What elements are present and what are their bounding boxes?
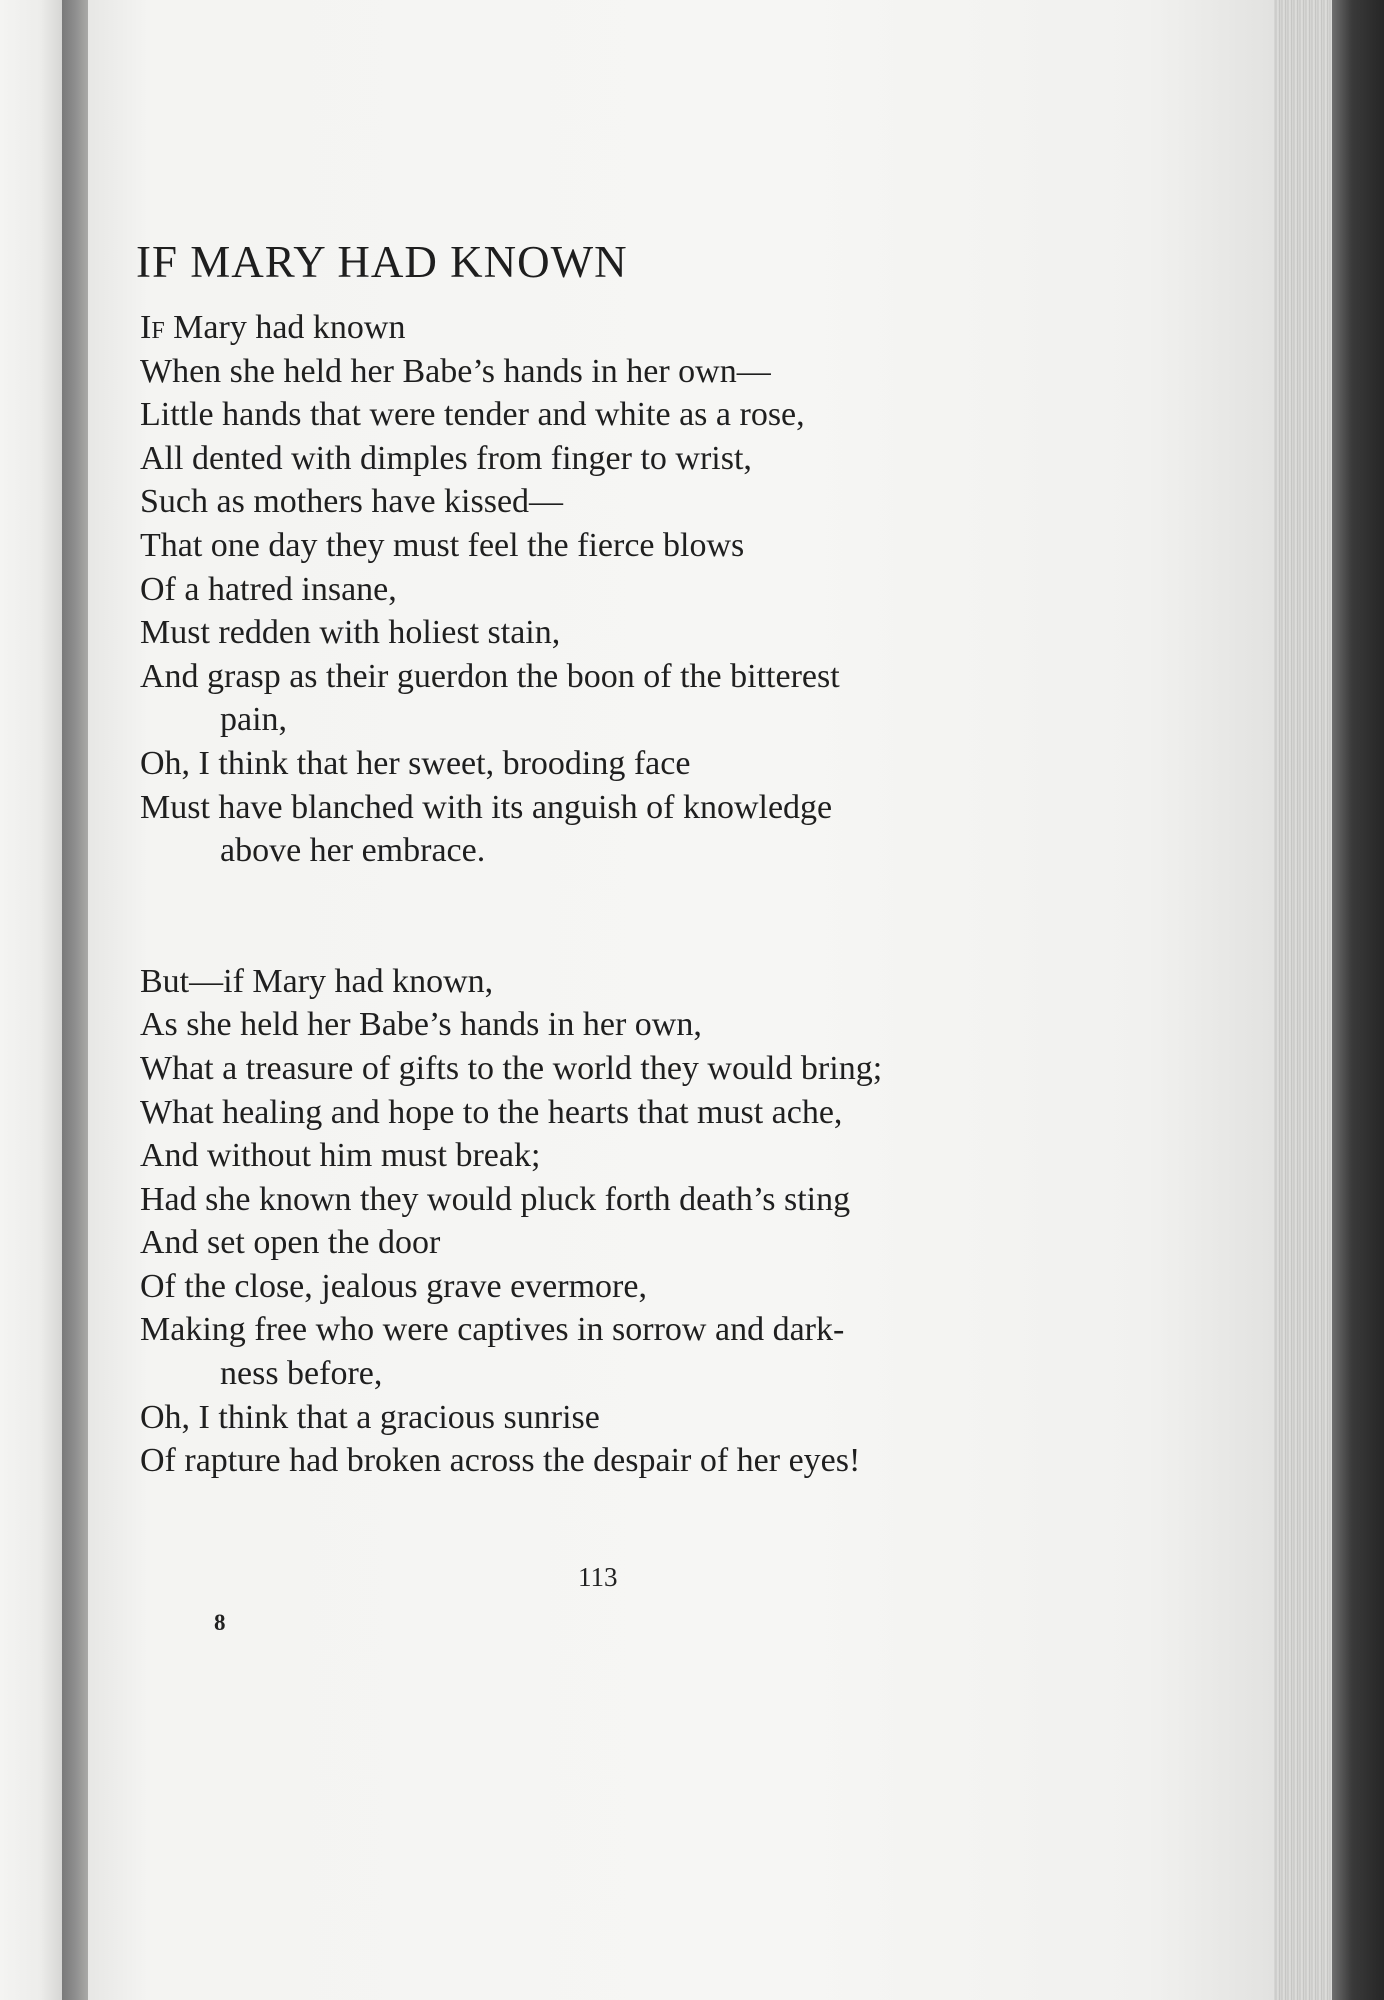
signature-mark: 8: [214, 1610, 226, 1635]
poem-line: All dented with dimples from finger to wrist,: [140, 439, 752, 477]
page-edges: [1274, 0, 1332, 2000]
line-text: Mary had known: [173, 309, 406, 346]
poem-line-continuation: pain,: [220, 701, 288, 739]
page-number: 113: [578, 1562, 618, 1592]
poem-line: Oh, I think that a gracious sunrise: [140, 1398, 600, 1436]
poem-line: But—if Mary had known,: [140, 962, 494, 1000]
poem-line: Such as mothers have kissed—: [140, 483, 564, 521]
poem-line: [140, 306, 1060, 350]
poem-line: What healing and hope to the hearts that must ache,: [140, 1093, 843, 1131]
poem-line: And grasp as their guerdon the boon of the bitterest: [140, 657, 840, 695]
poem-line-continuation: above her embrace.: [220, 832, 486, 870]
poem-line: What a treasure of gifts to the world they would bring;: [140, 1049, 883, 1087]
poem-line: Had she known they would pluck forth death’s sting: [140, 1180, 851, 1218]
poem-body: [140, 306, 1060, 1483]
poem-line: Of a hatred insane,: [140, 570, 397, 608]
poem-line: When she held her Babe’s hands in her own—: [140, 352, 771, 390]
poem-line: As she held her Babe’s hands in her own,: [140, 1006, 702, 1044]
poem-line: Of rapture had broken across the despair of her eyes!: [140, 1442, 861, 1480]
poem-line: And set open the door: [140, 1224, 441, 1262]
poem-line: And without him must break;: [140, 1137, 541, 1175]
left-page-edge: [0, 0, 62, 2000]
book-cover-edge: [1332, 0, 1384, 2000]
poem-line: Of the close, jealous grave evermore,: [140, 1267, 647, 1305]
poem-line: Must have blanched with its anguish of knowledge: [140, 788, 833, 826]
poem-line-continuation: ness before,: [220, 1355, 383, 1393]
drop-cap-word: If: [140, 309, 165, 346]
poem-line: Oh, I think that her sweet, brooding face: [140, 744, 691, 782]
book-gutter: [62, 0, 88, 2000]
poem-line: That one day they must feel the fierce blows: [140, 526, 745, 564]
poem-line: Little hands that were tender and white as a rose,: [140, 396, 805, 434]
poem-line: Making free who were captives in sorrow and dark-: [140, 1311, 845, 1349]
poem-title: IF MARY HAD KNOWN: [136, 237, 628, 287]
poem-line: Must redden with holiest stain,: [140, 614, 561, 652]
stanza-break: [140, 873, 1060, 960]
